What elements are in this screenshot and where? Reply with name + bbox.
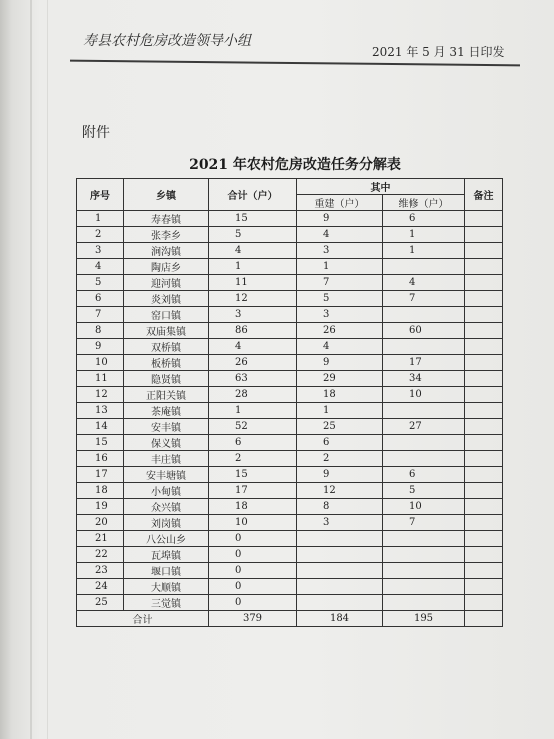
- cell-repair: 34: [383, 371, 465, 387]
- cell-town: 张李乡: [124, 227, 209, 243]
- table-title: 2021 年农村危房改造任务分解表: [189, 157, 401, 173]
- cell-remark: [465, 259, 503, 275]
- cell-total: 0: [209, 579, 297, 595]
- cell-seq: 1: [77, 211, 124, 227]
- cell-repair: [383, 403, 465, 419]
- cell-rebuild: 25: [297, 419, 383, 435]
- cell-repair: [383, 451, 465, 467]
- cell-town: 三觉镇: [124, 595, 209, 611]
- table-row: [77, 211, 503, 227]
- cell-rebuild: [297, 547, 383, 563]
- col-header-town: 乡镇: [124, 179, 209, 211]
- cell-seq: 23: [77, 563, 124, 579]
- cell-repair: [383, 259, 465, 275]
- cell-repair: 17: [383, 355, 465, 371]
- cell-remark: [465, 547, 503, 563]
- cell-town: 安丰镇: [124, 419, 209, 435]
- table-row: [77, 403, 503, 419]
- cell-total: 18: [209, 499, 297, 515]
- cell-town: 寿春镇: [124, 211, 209, 227]
- col-header-rebuild: 重建（户）: [297, 195, 383, 211]
- cell-total: 17: [209, 483, 297, 499]
- cell-remark: [465, 563, 503, 579]
- cell-rebuild: 3: [297, 307, 383, 323]
- col-header-total: 合计（户）: [209, 179, 297, 211]
- cell-remark: [465, 435, 503, 451]
- cell-total: 12: [209, 291, 297, 307]
- cell-remark: [465, 275, 503, 291]
- cell-repair: 1: [383, 227, 465, 243]
- totals-total: 379: [209, 611, 297, 627]
- cell-seq: 4: [77, 259, 124, 275]
- table-row: [77, 531, 503, 547]
- cell-seq: 12: [77, 387, 124, 403]
- cell-repair: [383, 579, 465, 595]
- cell-town: 涧沟镇: [124, 243, 209, 259]
- table-row: [77, 339, 503, 355]
- table-row: [77, 467, 503, 483]
- cell-total: 3: [209, 307, 297, 323]
- cell-repair: [383, 307, 465, 323]
- cell-seq: 24: [77, 579, 124, 595]
- cell-repair: 10: [383, 387, 465, 403]
- cell-repair: [383, 547, 465, 563]
- cell-total: 0: [209, 595, 297, 611]
- cell-town: 瓦埠镇: [124, 547, 209, 563]
- cell-rebuild: 3: [297, 243, 383, 259]
- table-row: [77, 451, 503, 467]
- table-row: [77, 547, 503, 563]
- cell-total: 10: [209, 515, 297, 531]
- cell-seq: 7: [77, 307, 124, 323]
- cell-repair: [383, 435, 465, 451]
- cell-remark: [465, 291, 503, 307]
- table-row: [77, 323, 503, 339]
- cell-total: 86: [209, 323, 297, 339]
- cell-rebuild: 29: [297, 371, 383, 387]
- attachment-label: 附件: [82, 125, 110, 141]
- table-row: [77, 355, 503, 371]
- cell-total: 1: [209, 259, 297, 275]
- cell-rebuild: 4: [297, 227, 383, 243]
- cell-total: 0: [209, 531, 297, 547]
- table-row: [77, 227, 503, 243]
- cell-total: 52: [209, 419, 297, 435]
- cell-town: 安丰塘镇: [124, 467, 209, 483]
- table-row: [77, 579, 503, 595]
- cell-seq: 11: [77, 371, 124, 387]
- cell-seq: 16: [77, 451, 124, 467]
- cell-rebuild: 18: [297, 387, 383, 403]
- cell-total: 28: [209, 387, 297, 403]
- cell-remark: [465, 531, 503, 547]
- cell-town: 陶店乡: [124, 259, 209, 275]
- cell-town: 正阳关镇: [124, 387, 209, 403]
- cell-town: 迎河镇: [124, 275, 209, 291]
- cell-total: 2: [209, 451, 297, 467]
- cell-rebuild: 9: [297, 467, 383, 483]
- table-row: [77, 291, 503, 307]
- cell-seq: 20: [77, 515, 124, 531]
- col-header-remark: 备注: [465, 179, 503, 211]
- issue-date: 2021 年 5 月 31 日印发: [372, 45, 505, 59]
- table-row: [77, 371, 503, 387]
- cell-remark: [465, 323, 503, 339]
- cell-rebuild: [297, 531, 383, 547]
- cell-repair: 1: [383, 243, 465, 259]
- cell-town: 小甸镇: [124, 483, 209, 499]
- cell-repair: 7: [383, 291, 465, 307]
- cell-remark: [465, 403, 503, 419]
- cell-seq: 15: [77, 435, 124, 451]
- cell-seq: 18: [77, 483, 124, 499]
- cell-seq: 17: [77, 467, 124, 483]
- cell-town: 堰口镇: [124, 563, 209, 579]
- cell-repair: [383, 531, 465, 547]
- table-row: [77, 515, 503, 531]
- cell-remark: [465, 371, 503, 387]
- cell-seq: 19: [77, 499, 124, 515]
- cell-rebuild: 5: [297, 291, 383, 307]
- cell-remark: [465, 387, 503, 403]
- page-edge: [30, 0, 32, 739]
- cell-remark: [465, 307, 503, 323]
- cell-rebuild: 2: [297, 451, 383, 467]
- cell-repair: 6: [383, 467, 465, 483]
- cell-seq: 22: [77, 547, 124, 563]
- cell-town: 保义镇: [124, 435, 209, 451]
- col-header-repair: 维修（户）: [383, 195, 465, 211]
- cell-total: 5: [209, 227, 297, 243]
- table-row: [77, 419, 503, 435]
- cell-repair: 60: [383, 323, 465, 339]
- cell-total: 4: [209, 243, 297, 259]
- cell-remark: [465, 515, 503, 531]
- cell-remark: [465, 243, 503, 259]
- cell-total: 6: [209, 435, 297, 451]
- table-row: [77, 307, 503, 323]
- task-table: [76, 178, 503, 627]
- cell-rebuild: 26: [297, 323, 383, 339]
- cell-seq: 10: [77, 355, 124, 371]
- col-header-seq: 序号: [77, 179, 124, 211]
- totals-remark: [465, 611, 503, 627]
- cell-rebuild: 1: [297, 259, 383, 275]
- cell-rebuild: 9: [297, 211, 383, 227]
- cell-rebuild: 3: [297, 515, 383, 531]
- table-row: [77, 275, 503, 291]
- totals-repair: 195: [383, 611, 465, 627]
- cell-remark: [465, 467, 503, 483]
- totals-label: 合计: [77, 611, 209, 627]
- cell-total: 63: [209, 371, 297, 387]
- cell-town: 窑口镇: [124, 307, 209, 323]
- cell-town: 刘岗镇: [124, 515, 209, 531]
- cell-town: 隐贤镇: [124, 371, 209, 387]
- cell-total: 0: [209, 547, 297, 563]
- cell-town: 丰庄镇: [124, 451, 209, 467]
- table-row: [77, 259, 503, 275]
- cell-rebuild: 4: [297, 339, 383, 355]
- table-row: [77, 595, 503, 611]
- cell-repair: [383, 595, 465, 611]
- cell-remark: [465, 451, 503, 467]
- cell-rebuild: 9: [297, 355, 383, 371]
- cell-town: 双庙集镇: [124, 323, 209, 339]
- cell-town: 茶庵镇: [124, 403, 209, 419]
- cell-repair: 4: [383, 275, 465, 291]
- cell-seq: 6: [77, 291, 124, 307]
- table-row: [77, 499, 503, 515]
- table-row: [77, 563, 503, 579]
- cell-town: 众兴镇: [124, 499, 209, 515]
- cell-rebuild: 8: [297, 499, 383, 515]
- cell-repair: 5: [383, 483, 465, 499]
- cell-seq: 14: [77, 419, 124, 435]
- cell-rebuild: 12: [297, 483, 383, 499]
- cell-town: 双桥镇: [124, 339, 209, 355]
- cell-remark: [465, 227, 503, 243]
- cell-rebuild: 7: [297, 275, 383, 291]
- issuer-name: 寿县农村危房改造领导小组: [83, 33, 251, 49]
- cell-repair: [383, 339, 465, 355]
- cell-total: 26: [209, 355, 297, 371]
- totals-row: [77, 611, 503, 627]
- cell-town: 炎刘镇: [124, 291, 209, 307]
- cell-repair: 27: [383, 419, 465, 435]
- cell-rebuild: [297, 579, 383, 595]
- cell-repair: 10: [383, 499, 465, 515]
- cell-remark: [465, 339, 503, 355]
- cell-remark: [465, 211, 503, 227]
- page-edge: [47, 0, 48, 739]
- cell-seq: 3: [77, 243, 124, 259]
- cell-repair: 7: [383, 515, 465, 531]
- cell-total: 15: [209, 467, 297, 483]
- cell-remark: [465, 419, 503, 435]
- table-row: [77, 483, 503, 499]
- cell-remark: [465, 499, 503, 515]
- cell-remark: [465, 579, 503, 595]
- col-header-among: 其中: [297, 179, 465, 195]
- cell-seq: 9: [77, 339, 124, 355]
- cell-repair: 6: [383, 211, 465, 227]
- cell-seq: 13: [77, 403, 124, 419]
- table-row: [77, 387, 503, 403]
- cell-remark: [465, 355, 503, 371]
- cell-rebuild: [297, 595, 383, 611]
- table-row: [77, 243, 503, 259]
- totals-rebuild: 184: [297, 611, 383, 627]
- cell-repair: [383, 563, 465, 579]
- table-row: [77, 435, 503, 451]
- cell-seq: 21: [77, 531, 124, 547]
- cell-remark: [465, 483, 503, 499]
- cell-seq: 5: [77, 275, 124, 291]
- cell-remark: [465, 595, 503, 611]
- header-row: [77, 179, 503, 195]
- cell-town: 八公山乡: [124, 531, 209, 547]
- cell-total: 15: [209, 211, 297, 227]
- cell-seq: 8: [77, 323, 124, 339]
- cell-seq: 2: [77, 227, 124, 243]
- cell-town: 板桥镇: [124, 355, 209, 371]
- cell-total: 11: [209, 275, 297, 291]
- cell-total: 0: [209, 563, 297, 579]
- cell-town: 大顺镇: [124, 579, 209, 595]
- cell-rebuild: 6: [297, 435, 383, 451]
- cell-rebuild: [297, 563, 383, 579]
- cell-seq: 25: [77, 595, 124, 611]
- cell-total: 4: [209, 339, 297, 355]
- cell-rebuild: 1: [297, 403, 383, 419]
- cell-total: 1: [209, 403, 297, 419]
